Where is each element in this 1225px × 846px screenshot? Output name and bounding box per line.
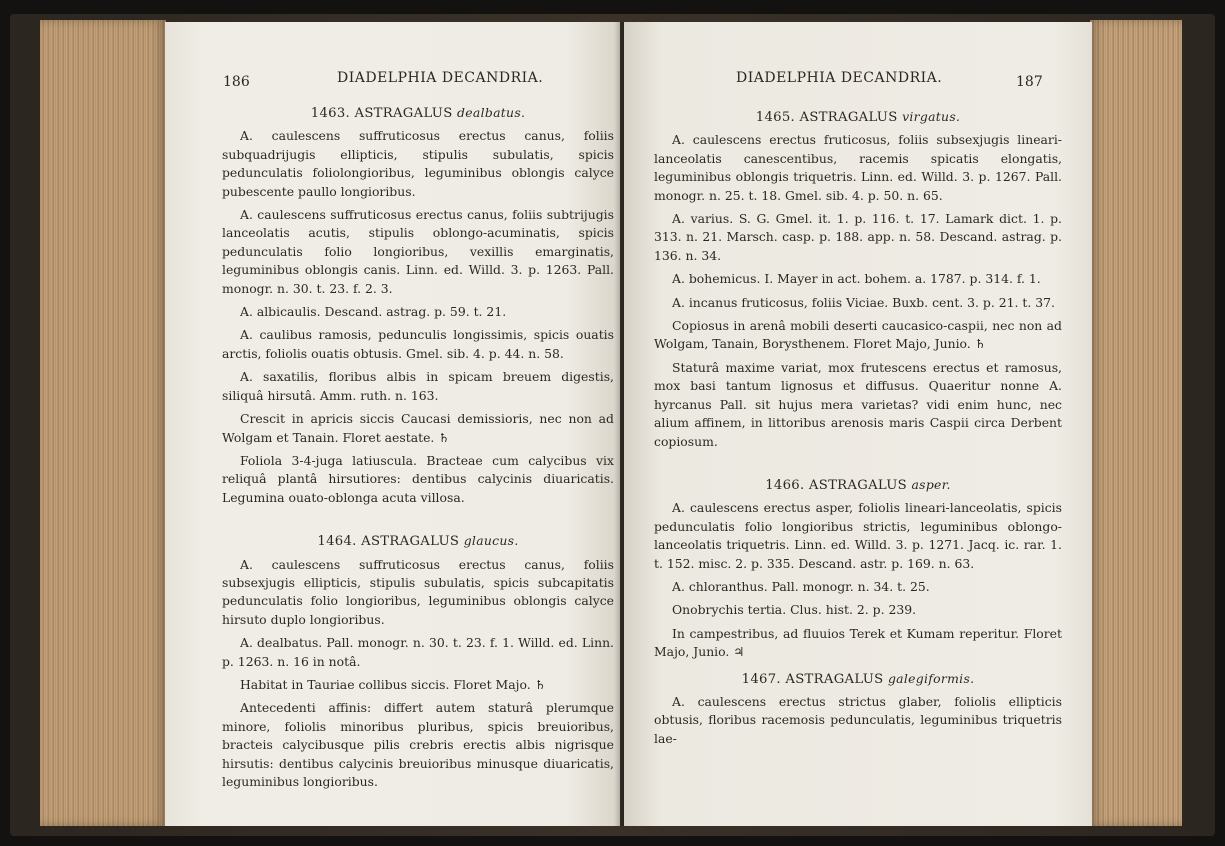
entry-heading: 1466. ASTRAGALUS asper. — [765, 476, 951, 493]
paragraph: Copiosus in arenâ mobili deserti caucasico-caspii, nec non ad Wolgam, Tanain, Borysthenem. Floret Majo, Junio. ♄ — [654, 318, 1062, 352]
running-head-right: DIADELPHIA DECANDRIA. — [736, 70, 943, 86]
paragraph: A. bohemicus. I. Mayer in act. bohem. a. 1787. p. 314. f. 1. — [672, 271, 1041, 287]
paragraph: In campestribus, ad fluuios Terek et Kumam reperitur. Floret Majo, Junio. ♃ — [654, 625, 1062, 660]
paragraph: A. dealbatus. Pall. monogr. n. 30. t. 23. f. 1. Willd. ed. Linn. p. 1263. n. 16 in notâ. — [222, 635, 614, 669]
paragraph: A. caulibus ramosis, pedunculis longissimis, spicis ouatis arctis, foliolis ouatis obtusis. Gmel. sib. 4. p. 44. n. 58. — [222, 327, 614, 361]
left-page — [165, 22, 620, 826]
paragraph: A. caulescens suffruticosus erectus canus, foliis subquadrijugis ellipticis, stipulis subulatis, spicis pedunculatis foliolongioribus, leguminibus oblongis calyce pubescente paullo longioribus. — [222, 128, 614, 199]
paragraph: A. chloranthus. Pall. monogr. n. 34. t. 25. — [672, 578, 930, 594]
entry-1464 — [222, 532, 614, 791]
paragraph: A. caulescens suffruticosus erectus canus, foliis subtrijugis lanceolatis acutis, stipulis oblongo-acuminatis, spicis pedunculatis folio longioribus, vexillis emarginatis, leguminibus oblongis canis. Linn. ed. Willd. 3. p. 1263. Pall. monogr. n. 30. t. 23. f. 2. 3. — [222, 207, 614, 296]
paragraph: A. caulescens erectus asper, foliolis lineari-lanceolatis, spicis pedunculatis folio longioribus strictis, leguminibus oblongo-lanceolatis triquetris. Linn. ed. Willd. 3. p. 1271. Jacq. ic. rar. 1. t. 152. misc. 2. p. 335. Descand. astr. p. 169. n. 63. — [654, 500, 1062, 571]
paragraph: Antecedenti affinis: differt autem staturâ plerumque minore, foliolis minoribus pluribus, spicis breuioribus, bracteis calycibusque pilis crebris erectis albis nigrisque hirsutis: dentibus calycinis breuioribus minusque diuaricatis, leguminibus longioribus. — [222, 700, 614, 789]
entry-1465 — [654, 108, 1062, 451]
entry-1466 — [654, 476, 1062, 662]
paragraph: Habitat in Tauriae collibus siccis. Floret Majo. ♄ — [240, 676, 546, 692]
paragraph: A. saxatilis, floribus albis in spicam breuem digestis, siliquâ hirsutâ. Amm. ruth. n. 163. — [222, 369, 614, 403]
right-page — [624, 22, 1092, 826]
paragraph: A. varius. S. G. Gmel. it. 1. p. 116. t. 17. Lamark dict. 1. p. 313. n. 21. Marsch. casp. p. 188. app. n. 58. Descand. astrag. p. 136. n. 34. — [654, 211, 1062, 263]
entry-heading: 1467. ASTRAGALUS galegiformis. — [741, 670, 975, 687]
paragraph: Staturâ maxime variat, mox frutescens erectus et ramosus, mox basi tantum lignosus et diffusus. Quaeritur nonne A. hyrcanus Pall. sit hujus mera varietas? vidi enim hunc, nec alium affinem, in littoribus arenosis maris Caspii circa Derbent copiosum. — [654, 359, 1062, 449]
left-text-column — [222, 96, 614, 796]
paragraph: A. caulescens erectus fruticosus, foliis subsexjugis lineari-lanceolatis canescentibus, racemis spicatis elongatis, leguminibus oblongis triquetris. Linn. ed. Willd. 3. p. 1267. Pall. monogr. n. 25. t. 18. Gmel. sib. 4. p. 50. n. 65. — [654, 132, 1062, 203]
entry-heading: 1464. ASTRAGALUS glaucus. — [317, 533, 519, 550]
paragraph: Onobrychis tertia. Clus. hist. 2. p. 239. — [672, 602, 917, 618]
entry-heading: 1463. ASTRAGALUS dealbatus. — [310, 105, 526, 121]
paragraph: Crescit in apricis siccis Caucasi demissioris, nec non ad Wolgam et Tanain. Floret aestate. ♄ — [222, 411, 614, 445]
paragraph: A. caulescens erectus strictus glaber, foliolis ellipticis obtusis, floribus racemosis pedunculatis, leguminibus triquetris lae- — [654, 693, 1062, 746]
running-head-left: DIADELPHIA DECANDRIA. — [337, 70, 544, 86]
paragraph: A. caulescens suffruticosus erectus canus, foliis subsexjugis ellipticis, stipulis subulatis, spicis subcapitatis pedunculatis folio longioribus, leguminibus oblongis calyce hirsuto duplo longioribus. — [222, 556, 614, 627]
page-number-left: 186 — [223, 74, 250, 90]
paragraph: A. incanus fruticosus, foliis Viciae. Buxb. cent. 3. p. 21. t. 37. — [672, 294, 1055, 310]
entry-1463 — [222, 104, 614, 507]
page-edges-left — [40, 20, 166, 826]
page-number-right: 187 — [1016, 74, 1043, 90]
paragraph: Foliola 3-4-juga latiuscula. Bracteae cum calycibus vix reliquâ plantâ hirsutiores: dentibus calycinis diuaricatis. Legumina ouato-oblonga acuta villosa. — [222, 452, 614, 505]
right-text-column — [654, 100, 1062, 753]
entry-1467 — [654, 670, 1062, 749]
paragraph: A. albicaulis. Descand. astrag. p. 59. t. 21. — [240, 304, 507, 320]
entry-heading: 1465. ASTRAGALUS virgatus. — [755, 109, 961, 125]
page-edges-right — [1090, 20, 1182, 826]
